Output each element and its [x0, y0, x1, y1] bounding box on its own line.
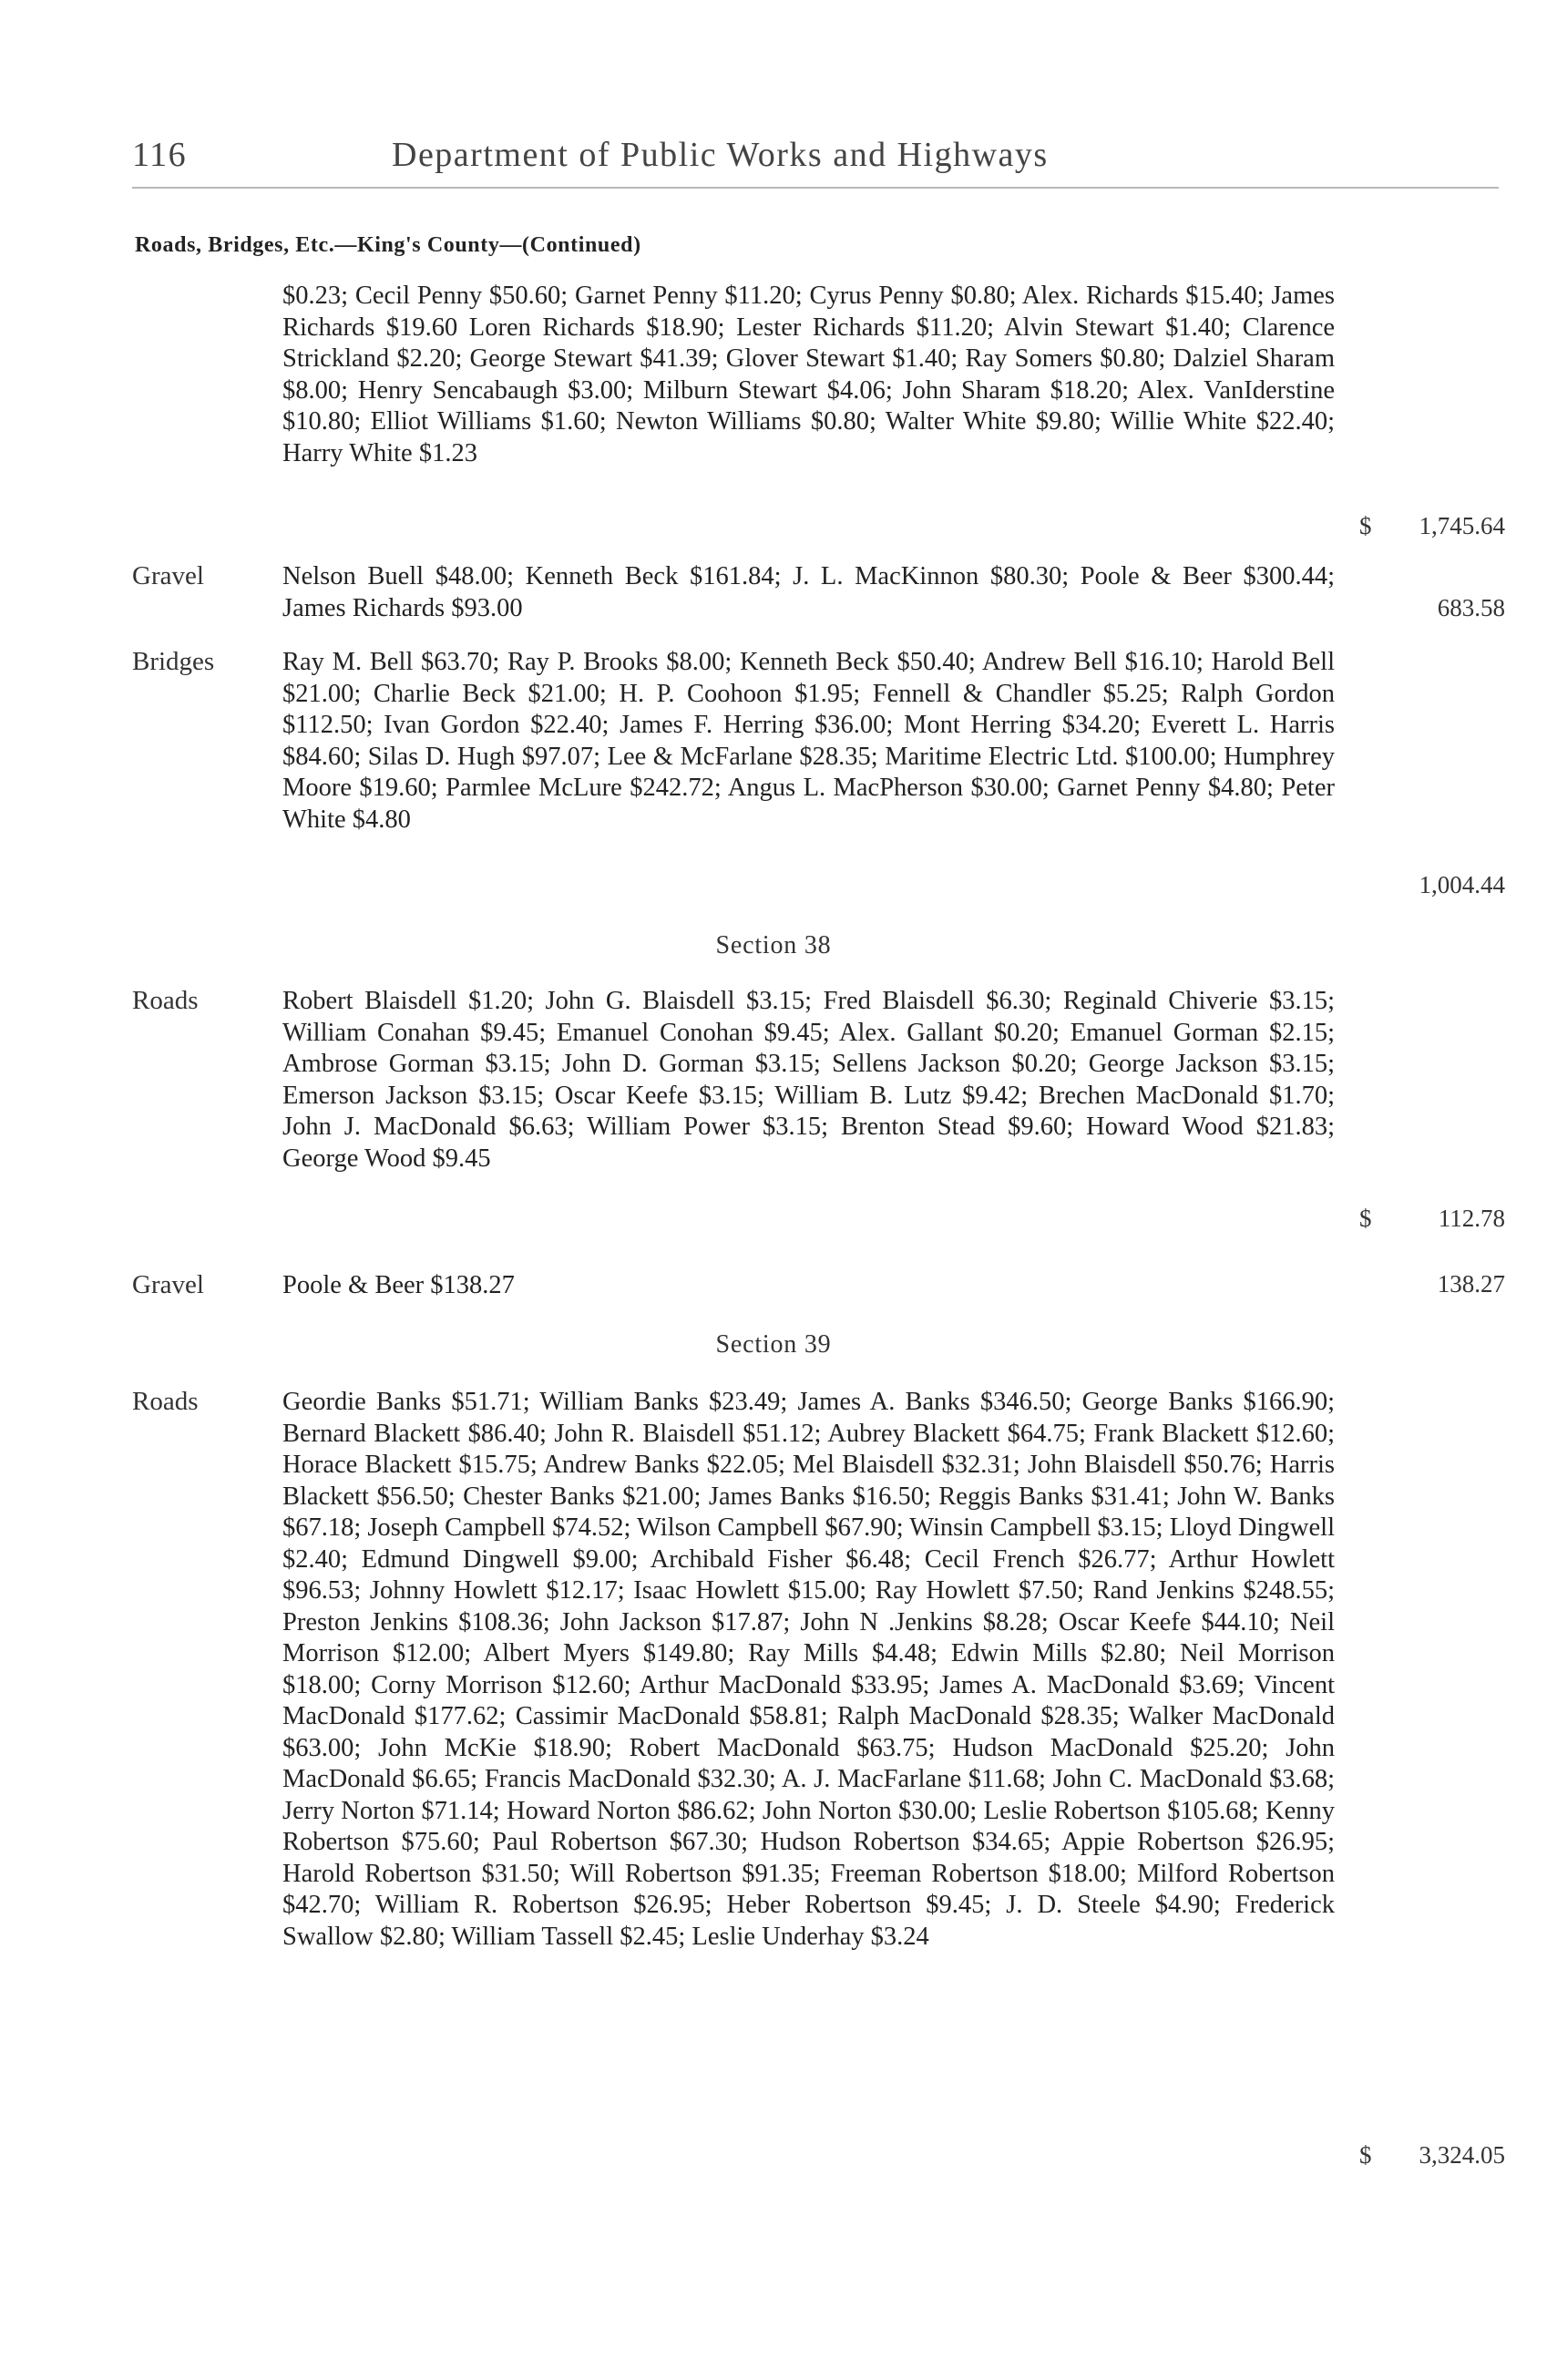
amount-value: 1,004.44 — [1419, 871, 1505, 898]
entry-text: $0.23; Cecil Penny $50.60; Garnet Penny $11.20; Cyrus Penny $0.80; Alex. Richards $15.40; James Richards $19.60 Loren Richards $18.90; Lester Richards $11.20; Alvin Stewart $1.40; Clarence Strickland $2.20; George Stewart $41.39; Glover Stewart $1.40; Ray Somers $0.80; Dalziel Sharam $8.00; Henry Sencabaugh $3.00; Milburn Stewart $4.06; John Sharam $18.20; Alex. VanIderstine $10.80; Elliot Williams $1.60; Newton Williams $0.80; Walter White $9.80; Willie White $22.40; Harry White $1.23 — [282, 282, 1335, 467]
amount-value: 1,745.64 — [1419, 512, 1505, 539]
page-number: 116 — [132, 136, 188, 174]
entry-amount — [1359, 871, 1505, 899]
entry-text: Poole & Beer $138.27 — [282, 1271, 515, 1299]
dollar-sign: $ — [1359, 2141, 1372, 2169]
entry-text: Robert Blaisdell $1.20; John G. Blaisdell $3.15; Fred Blaisdell $6.30; Reginald Chiverie $3.15; William Conahan $9.45; Emanuel Conohan $9.45; Alex. Gallant $0.20; Emanuel Gorman $2.15; Ambrose Gorman $3.15; John D. Gorman $3.15; Sellens Jackson $0.20; George Jackson $3.15; Emerson Jackson $3.15; Oscar Keefe $3.15; William B. Lutz $9.42; Brechen MacDonald $1.70; John J. MacDonald $6.63; William Power $3.15; Brenton Stead $9.60; Howard Wood $21.83; George Wood $9.45 — [282, 987, 1335, 1173]
entry-text: Ray M. Bell $63.70; Ray P. Brooks $8.00; Kenneth Beck $50.40; Andrew Bell $16.10; Harold Bell $21.00; Charlie Beck $21.00; H. P. Coohoon $1.95; Fennell & Chandler $5.25; Ralph Gordon $112.50; Ivan Gordon $22.40; James F. Herring $36.00; Mont Herring $34.20; Everett L. Harris $84.60; Silas D. Hugh $97.07; Lee & McFarlane $28.35; Maritime Electric Ltd. $100.00; Humphrey Moore $19.60; Parmlee McLure $242.72; Angus L. MacPherson $30.00; Garnet Penny $4.80; Peter White $4.80 — [282, 648, 1335, 834]
amount-value: 683.58 — [1437, 594, 1505, 621]
entry-label: Roads — [132, 1387, 199, 1416]
entry-label: Roads — [132, 986, 199, 1015]
header-rule — [132, 187, 1499, 189]
entry-amount — [1359, 2141, 1505, 2170]
entry-text: Nelson Buell $48.00; Kenneth Beck $161.84; J. L. MacKinnon $80.30; Poole & Beer $300.44; James Richards $93.00 — [282, 562, 1335, 622]
entry-amount — [1359, 1270, 1505, 1298]
amount-value: 138.27 — [1437, 1270, 1505, 1298]
section-heading: Section 38 — [715, 931, 832, 959]
page-title: Department of Public Works and Highways — [392, 136, 1049, 174]
section-heading: Section 39 — [715, 1330, 832, 1359]
amount-value: 3,324.05 — [1419, 2141, 1505, 2169]
entry-label: Bridges — [132, 647, 215, 676]
entry-amount — [1359, 512, 1505, 540]
dollar-sign: $ — [1359, 1205, 1372, 1232]
amount-value: 112.78 — [1438, 1205, 1505, 1232]
entry-text: Geordie Banks $51.71; William Banks $23.49; James A. Banks $346.50; George Banks $166.90; Bernard Blackett $86.40; John R. Blaisdell $51.12; Aubrey Blackett $64.75; Frank Blackett $12.60; Horace Blackett $15.75; Andrew Banks $22.05; Mel Blaisdell $32.31; John Blaisdell $50.76; Harris Blackett $56.50; Chester Banks $21.00; James Banks $16.50; Reggis Banks $31.41; John W. Banks $67.18; Joseph Campbell $74.52; Wilson Campbell $67.90; Winsin Campbell $3.15; Lloyd Dingwell $2.40; Edmund Dingwell $9.00; Archibald Fisher $6.48; Cecil French $26.77; Arthur Howlett $96.53; Johnny Howlett $12.17; Isaac Howlett $15.00; Ray Howlett $7.50; Rand Jenkins $248.55; Preston Jenkins $108.36; John Jackson $17.87; John N .Jenkins $8.28; Oscar Keefe $44.10; Neil Morrison $12.00; Albert Myers $149.80; Ray Mills $4.48; Edwin Mills $2.80; Neil Morrison $18.00; Corny Morrison $12.60; Arthur MacDonald $33.95; James A. MacDonald $3.69; Vincent MacDonald $177.62; Cassimir MacDonald $58.81; Ralph MacDonald $28.35; Walker MacDonald $63.00; John McKie $18.90; Robert MacDonald $63.75; Hudson MacDonald $25.20; John MacDonald $6.65; Francis MacDonald $32.30; A. J. MacFarlane $11.68; John C. MacDonald $3.68; Jerry Norton $71.14; Howard Norton $86.62; John Norton $30.00; Leslie Robertson $105.68; Kenny Robertson $75.60; Paul Robertson $67.30; Hudson Robertson $34.65; Appie Robertson $26.95; Harold Robertson $31.50; Will Robertson $91.35; Freeman Robertson $18.00; Milford Robertson $42.70; William R. Robertson $26.95; Heber Robertson $9.45; J. D. Steele $4.90; Frederick Swallow $2.80; William Tassell $2.45; Leslie Underhay $3.24 — [282, 1388, 1335, 1951]
entry-amount — [1359, 594, 1505, 622]
entry-label: Gravel — [132, 1270, 204, 1299]
continued-heading: Roads, Bridges, Etc.—King's County—(Continued) — [135, 233, 641, 257]
entry-amount — [1359, 1205, 1505, 1233]
dollar-sign: $ — [1359, 512, 1372, 539]
page-header — [132, 135, 1225, 180]
entry-label: Gravel — [132, 561, 204, 590]
